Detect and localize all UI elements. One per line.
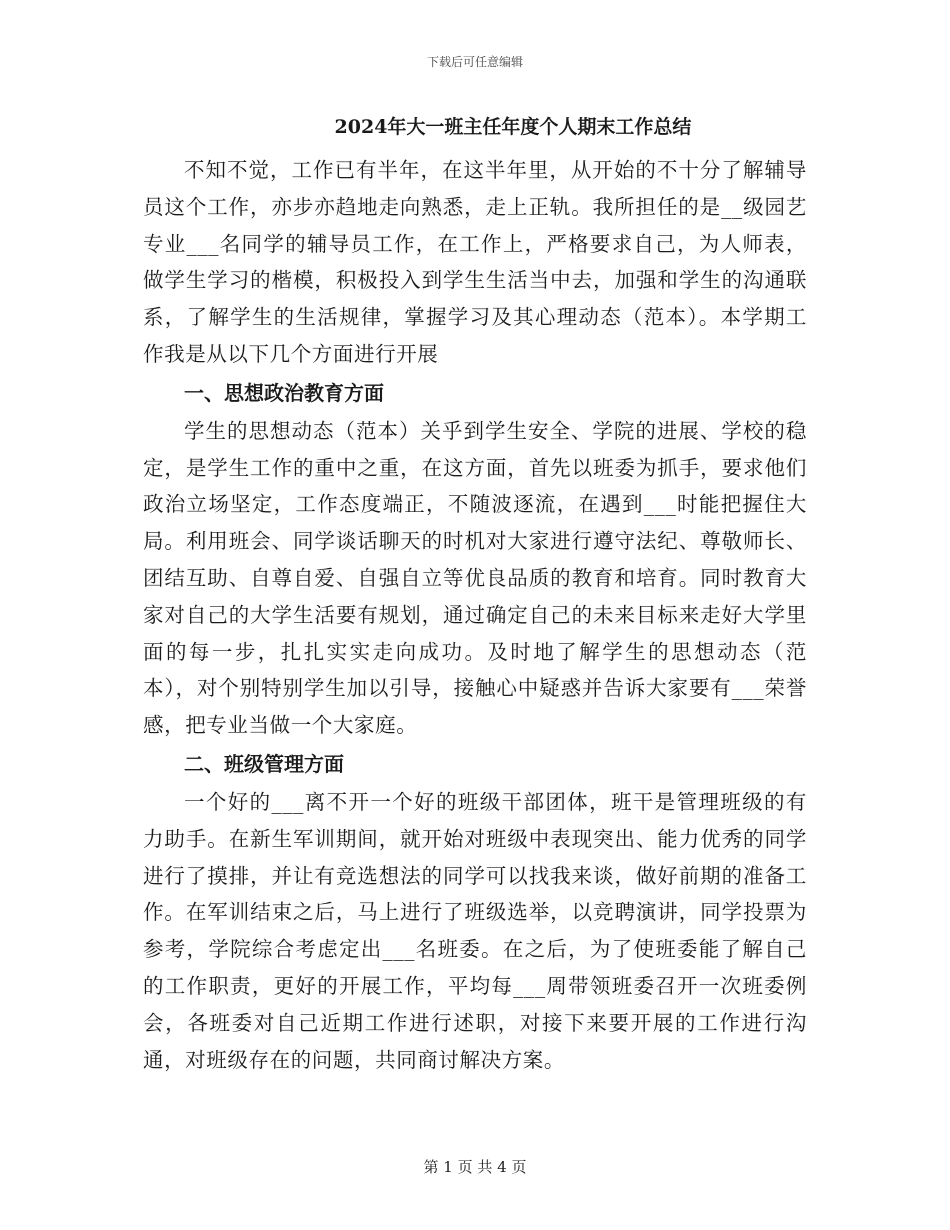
document-body [143, 108, 807, 1078]
section-heading-class-management: 二、班级管理方面 [184, 751, 344, 776]
section-body-ideology: 学生的思想动态（范本）关乎到学生安全、学院的进展、学校的稳定，是学生工作的重中之重，在这方面，首先以班委为抓手，要求他们政治立场坚定，工作态度端正，不随波逐流，在遇到___时能把握住大局。利用班会、同学谈话聊天的时机对大家进行遵守法纪、尊敬师长、团结互助、自尊自爱、自强自立等优良品质的教育和培育。同时教育大家对自己的大学生活要有规划，通过确定自己的未来目标来走好大学里面的每一步，扎扎实实走向成功。及时地了解学生的思想动态（范本），对个别特别学生加以引导，接触心中疑惑并告诉大家要有___荣誉感，把专业当做一个大家庭。 [143, 418, 807, 738]
intro-paragraph: 不知不觉，工作已有半年，在这半年里，从开始的不十分了解辅导员这个工作，亦步亦趋地走向熟悉，走上正轨。我所担任的是__级园艺专业___名同学的辅导员工作，在工作上，严格要求自己，为人师表，做学生学习的楷模，积极投入到学生生活当中去，加强和学生的沟通联系，了解学生的生活规律，掌握学习及其心理动态（范本）。本学期工作我是从以下几个方面进行开展 [143, 158, 807, 366]
document-title: 2024年大一班主任年度个人期末工作总结 [334, 116, 692, 138]
section-heading-ideology: 一、思想政治教育方面 [184, 380, 384, 405]
section-body-class-management: 一个好的___离不开一个好的班级干部团体，班干是管理班级的有力助手。在新生军训期间，就开始对班级中表现突出、能力优秀的同学进行了摸排，并让有竞选想法的同学可以找我来谈，做好前期的准备工作。在军训结束之后，马上进行了班级选举，以竞聘演讲，同学投票为参考，学院综合考虑定出___名班委。在之后，为了使班委能了解自己的工作职责，更好的开展工作，平均每___周带领班委召开一次班委例会，各班委对自己近期工作进行述职，对接下来要开展的工作进行沟通，对班级存在的问题，共同商讨解决方案。 [143, 789, 807, 1072]
download-note: 下载后可任意编辑 [426, 55, 523, 69]
page-number: 第 1 页 共 4 页 [423, 1158, 527, 1176]
